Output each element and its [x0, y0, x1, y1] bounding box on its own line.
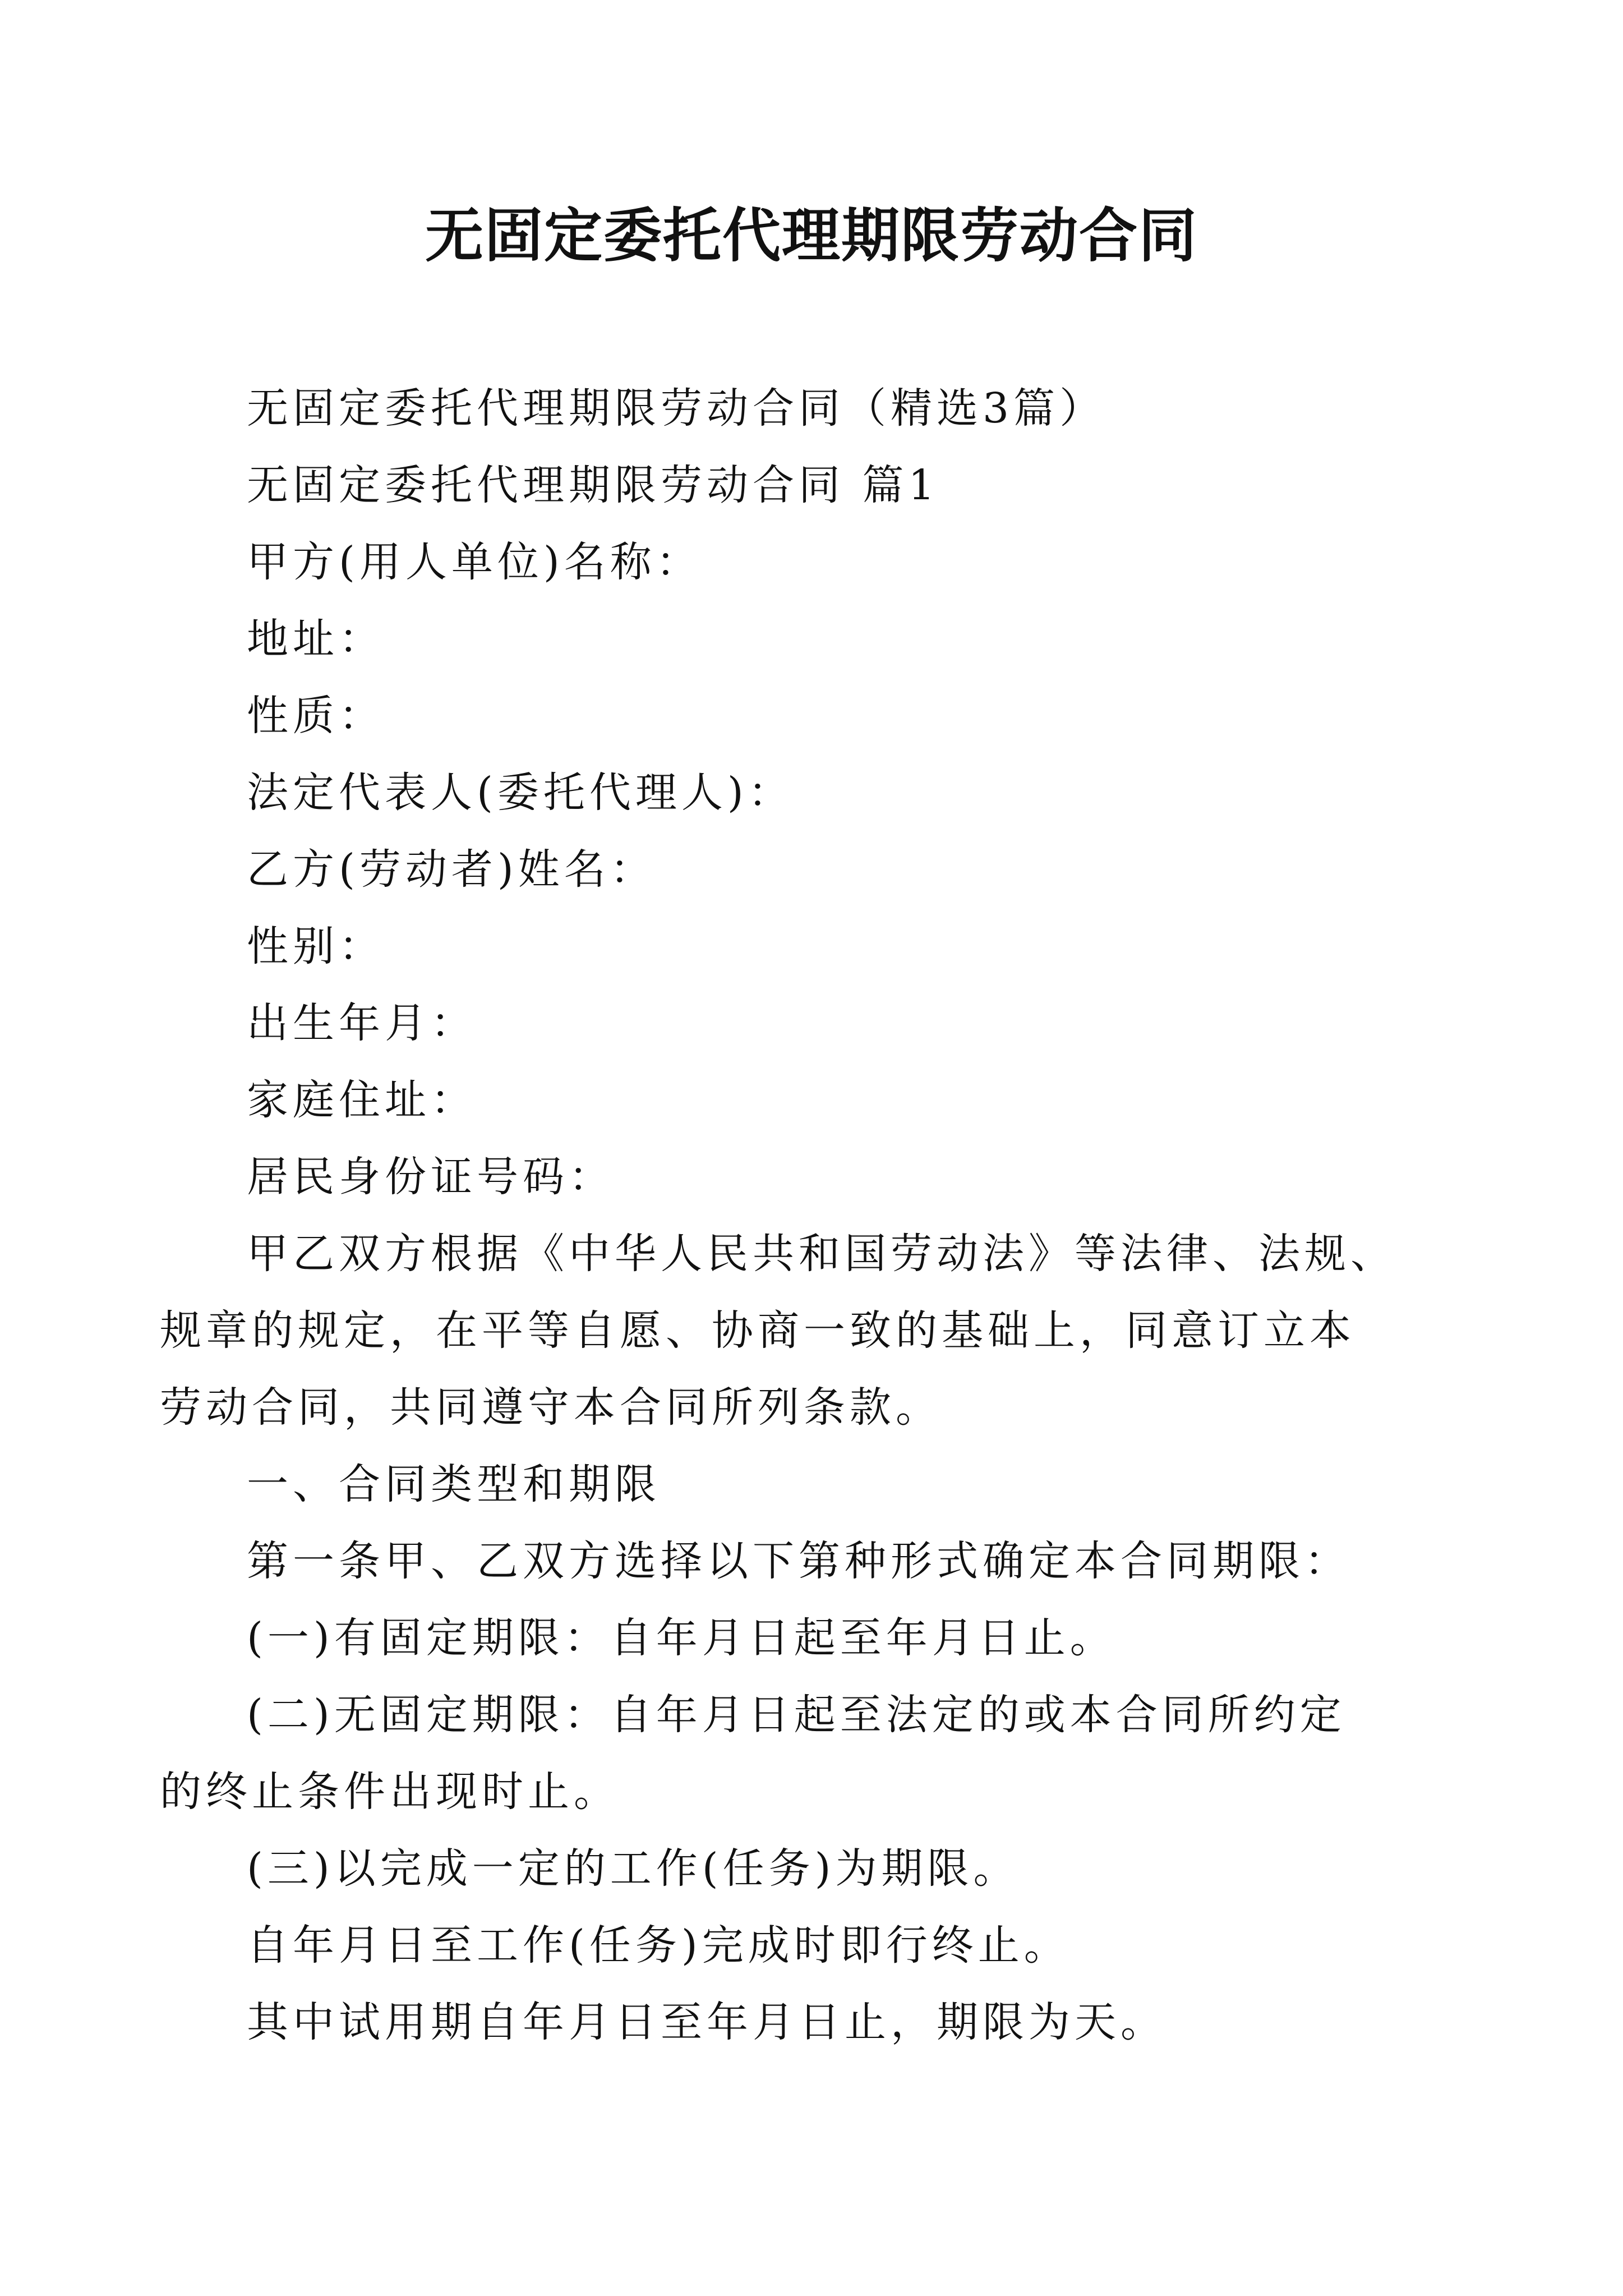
paragraph: [247, 908, 1391, 985]
paragraph: [247, 1830, 1391, 1907]
text-line: 规章的规定，在平等自愿、协商一致的基础上，同意订立本: [160, 1306, 1355, 1355]
text-line: 第一条甲、乙双方选择以下第种形式确定本合同期限：: [247, 1537, 1350, 1585]
text-line: (一)有固定期限：自年月日起至年月日止。: [247, 1614, 1116, 1662]
text-line: 乙方(劳动者)姓名：: [247, 845, 656, 894]
paragraph: [247, 601, 1391, 678]
paragraph: [247, 1523, 1391, 1600]
text-line: 一、合同类型和期限: [247, 1460, 661, 1508]
text-line: 甲乙双方根据《中华人民共和国劳动法》等法律、法规、: [247, 1230, 1396, 1278]
paragraph: [247, 985, 1391, 1062]
paragraph: [247, 524, 1391, 601]
document-title: 无固定委托代理期限劳动合同: [425, 201, 1198, 270]
text-line: 地址：: [247, 615, 385, 663]
document-body: [160, 370, 1396, 2061]
paragraph: [247, 831, 1391, 908]
text-line: 其中试用期自年月日至年月日止，期限为天。: [247, 1998, 1166, 2046]
text-line: 法定代表人(委托代理人)：: [247, 769, 794, 817]
paragraph: [247, 754, 1391, 831]
paragraph: [247, 1139, 1391, 1216]
paragraph: [160, 1677, 1391, 1830]
paragraph: [160, 1216, 1396, 1446]
text-line: 劳动合同，共同遵守本合同所列条款。: [160, 1383, 942, 1432]
paragraph: [247, 1907, 1391, 1984]
text-line: 无固定委托代理期限劳动合同（精选3篇）: [247, 384, 1106, 432]
text-line: (二)无固定期限：自年月日起至法定的或本合同所约定: [247, 1691, 1346, 1739]
paragraph: [247, 1600, 1391, 1677]
text-line: 出生年月：: [247, 999, 477, 1047]
paragraph: [247, 678, 1391, 754]
text-line: 自年月日至工作(任务)完成时即行终止。: [247, 1921, 1070, 1970]
text-line: 居民身份证号码：: [247, 1153, 615, 1201]
paragraph: [247, 370, 1391, 447]
text-line: 甲方(用人单位)名称：: [247, 538, 702, 586]
paragraph: [247, 1446, 1391, 1523]
text-line: 性别：: [247, 922, 385, 970]
text-line: (三)以完成一定的工作(任务)为期限。: [247, 1844, 1020, 1893]
text-line: 的终止条件出现时止。: [160, 1768, 620, 1816]
text-line: 家庭住址：: [247, 1076, 477, 1124]
paragraph: [247, 1062, 1391, 1139]
paragraph: [247, 1984, 1391, 2061]
paragraph: [247, 447, 1391, 524]
text-line: 无固定委托代理期限劳动合同 篇1: [247, 461, 939, 509]
text-line: 性质：: [247, 692, 385, 740]
